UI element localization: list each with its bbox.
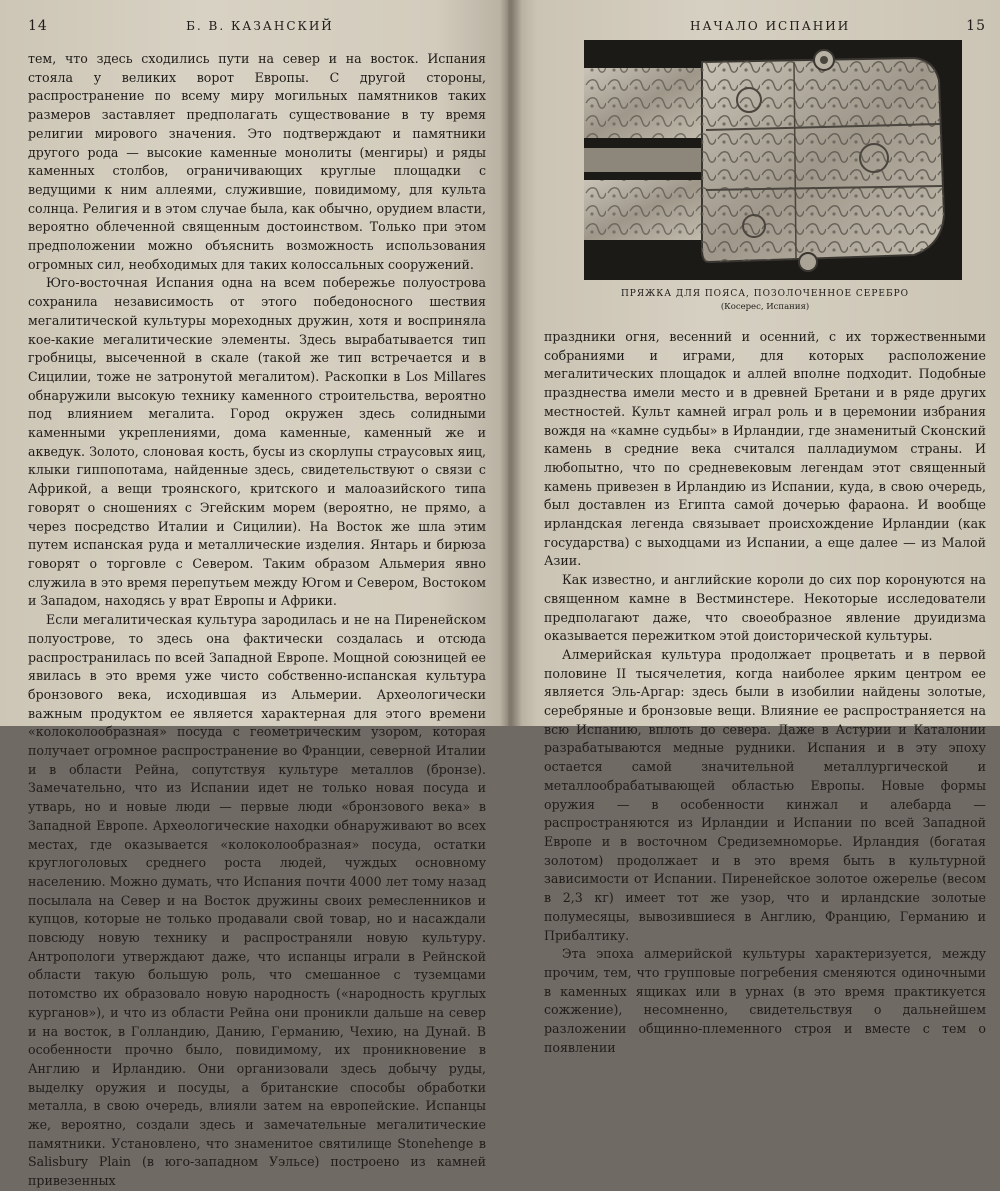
- right-paragraph-2: Как известно, и английские короли до сих пор коронуются на священном камне в Вестминстере. Некоторые исследователи предполагают даже, что своеобразное явление друидизма оказывается пережитком этой доисторической культуры.: [544, 572, 986, 644]
- left-running-head: [28, 18, 486, 34]
- figure-subcaption: (Косерес, Испания): [720, 302, 810, 312]
- figure-caption-block: [544, 288, 986, 314]
- right-paragraph-4: Эта эпоха алмерийской культуры характеризуется, между прочим, тем, что групповые погребения сменяются одиночными в каменных ящиках или в урнах (в это время практикуется сожжение), несомненно, свидетельствуя о дальнейшем разложении общинно-племенного строя и вместе с тем о появлении: [544, 946, 986, 1055]
- belt-buckle-photo: [584, 40, 962, 280]
- right-paragraph-1: праздники огня, весенний и осенний, с их торжественными собраниями и играми, для которых расположение мегалитических площадок и аллей вполне подходит. Подобные празднества имели место и в древней Бретани и в ряде других местностей. Культ камней играл роль и в церемонии избрания вождя на «камне судьбы» в Ирландии, где знаменитый Сконский камень в средние века считался палладиумом страны. И любопытно, что по средневековым легендам этот священный камень привезен в Ирландию из Испании, куда, в свою очередь, был доставлен из Египта самой дочерью фараона. И вообще ирландская легенда связывает происхождение Ирландии (как государства) с выходцами из Испании, а еще далее — из Малой Азии.: [544, 329, 986, 569]
- right-body-text: [544, 328, 986, 1057]
- belt-buckle-illustration: [584, 40, 962, 280]
- right-running-head: [544, 18, 986, 34]
- right-page-number: 15: [966, 18, 986, 34]
- left-paragraph-1: тем, что здесь сходились пути на север и на восток. Испания стояла у великих ворот Европы. С другой стороны, распространение по всему миру могильных памятников таких размеров заставляет предполагать существование в ту время религии мирового значения. Это подтверждают и памятники другого рода — высокие каменные монолиты (менгиры) и ряды каменных столбов, ограничивающих круглые площадки с ведущими к ним аллеями, служившие, повидимому, для культа солнца. Религия и в этом случае была, как обычно, орудием власти, вероятно облеченной священным достоинством. Только при этом предположении можно объяснить возможность использования огромных сил, необходимых для таких колоссальных сооружений.: [28, 51, 486, 272]
- left-running-title: Б. В. КАЗАНСКИЙ: [186, 19, 334, 33]
- left-body-text: [28, 50, 486, 1191]
- left-page-number: 14: [28, 18, 48, 34]
- figure-caption: ПРЯЖКА ДЛЯ ПОЯСА, ПОЗОЛОЧЕННОЕ СЕРЕБРО: [620, 289, 910, 299]
- left-paragraph-3: Если мегалитическая культура зародилась и не на Пиренейском полуострове, то здесь она фактически создалась и отсюда распространилась по всей Западной Европе. Мощной союзницей ее явилась в это время уже чисто собственно-испанская культура бронзового века, исходившая из Альмерии. Археологически важным продуктом ее является характерная для этого времени «колоколообразная» посуда с геометрическим узором, которая получает огромное распространение во Франции, северной Италии и в области Рейна, сопутствуя культуре металлов (бронзе). Замечательно, что из Испании идет не только новая посуда и утварь, но и новые люди — первые люди «бронзового века» в Западной Европе. Археологические находки обнаруживают во всех местах, где оказывается «колоколообразная» посуда, остатки круглоголовых среднего роста людей, чуждых основному населению. Можно думать, что Испания почти 4000 лет тому назад посылала на Север и на Восток дружины своих ремесленников и купцов, которые не только продавали свой товар, но и насаждали повсюду новую технику и распространяли новую культуру. Антропологи утверждают даже, что испанцы играли в Рейнской области такую большую роль, что смешанное с туземцами потомство их образовало новую народность («народность круглых курганов»), и что из области Рейна они проникли дальше на север и на восток, в Голландию, Данию, Германию, Чехию, на Дунай. В особенности прочно было, повидимому, их проникновение в Англию и Ирландию. Они организовали здесь добычу руды, выделку оружия и посуды, а британские способы обработки металла, в свою очередь, влияли затем на европейские. Испанцы же, вероятно, создали здесь и замечательные мегалитические памятники. Установлено, что знаменитое святилище Stonehenge в Salisbury Plain (в юго-западном Уэльсе) построено из камней привезенных: [28, 612, 486, 1189]
- right-paragraph-3: Алмерийская культура продолжает процветать и в первой половине II тысячелетия, когда наиболее ярким центром ее является Эль-Аргар: здесь были в изобилии найдены золотые, серебряные и бронзовые вещи. Влияние ее распространяется на всю Испанию, вплоть до севера. Даже в Астурии и Каталонии разрабатываются медные рудники. Испания и в эту эпоху остается самой значительной металлургической и металлообрабатывающей областью Европы. Новые формы оружия — в особенности кинжал и алебарда — распространяются из Ирландии и Испании по всей Западной Европе и в восточном Средиземноморье. Ирландия (богатая золотом) продолжает и в это время быть в культурной зависимости от Испании. Пиренейское золотое ожерелье (весом в 2,3 кг) имеет тот же узор, что и ирландские золотые полумесяцы, вывозившиеся в Англию, Францию, Германию и Прибалтику.: [544, 646, 986, 943]
- right-running-title: НАЧАЛО ИСПАНИИ: [690, 19, 851, 33]
- left-paragraph-2: Юго-восточная Испания одна на всем побережье полуострова сохранила независимость от этого победоносного шествия мегалитической культуры мореходных дружин, хотя и восприняла кое-какие мегалитические элементы. Здесь вырабатывается тип гробницы, высеченной в скале (такой же тип встречается и в Сицилии, тоже не затронутой мегалитом). Раскопки в Los Millares обнаружили высокую технику каменного строительства, вероятно под влиянием мегалита. Город окружен здесь солидными каменными укреплениями, дома каменные, каменный же и акведук. Золото, слоновая кость, бусы из скорлупы страусовых яиц, клыки гиппопотама, найденные здесь, свидетельствуют о связи с Африкой, а вещи троянского, критского и малоазийского типа говорят о сношениях с Эгейским морем (вероятно, не прямо, а через посредство Италии и Сицилии). На Восток же шла этим путем испанская руда и металлические изделия. Янтарь и бирюза говорят о торговле с Севером. Таким образом Альмерия явно служила в это время перепутьем между Югом и Севером, Востоком и Западом, находясь у врат Европы и Африки.: [28, 275, 486, 609]
- right-page: [508, 0, 1000, 1055]
- book-gutter: [500, 0, 522, 726]
